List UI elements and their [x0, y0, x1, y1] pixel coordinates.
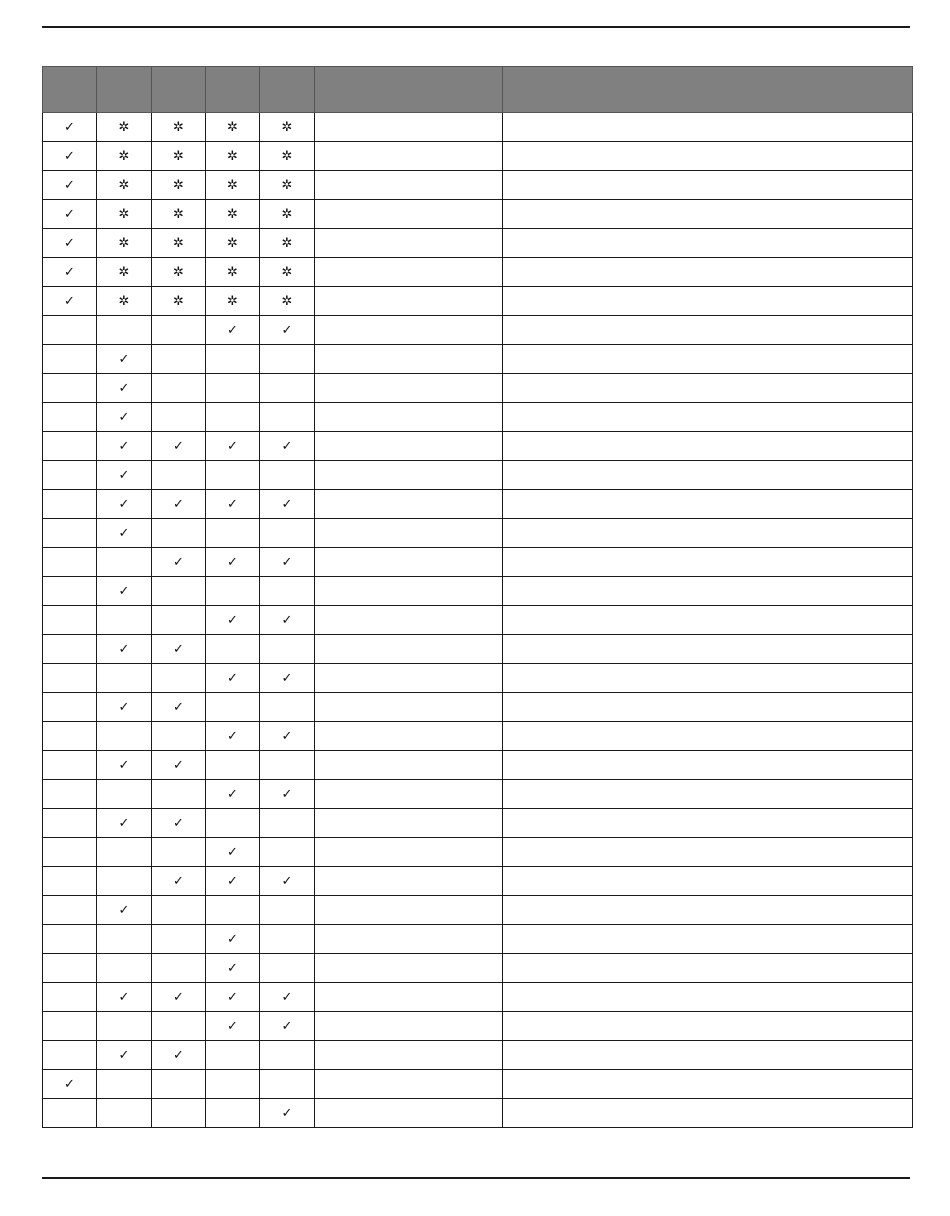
- checkmark-icon: ✓: [206, 548, 260, 577]
- checkmark-icon: ✓: [152, 867, 206, 896]
- table-row: [43, 954, 913, 983]
- empty-cell: [315, 664, 503, 693]
- empty-cell: [315, 722, 503, 751]
- table-row: [43, 983, 913, 1012]
- empty-cell: [206, 519, 260, 548]
- empty-cell: [260, 345, 315, 374]
- empty-cell: [315, 693, 503, 722]
- empty-cell: [503, 693, 913, 722]
- table-row: [43, 490, 913, 519]
- empty-cell: [206, 751, 260, 780]
- table-row: [43, 925, 913, 954]
- empty-cell: [315, 374, 503, 403]
- empty-cell: [260, 693, 315, 722]
- header-cell: [43, 67, 97, 113]
- empty-cell: [503, 1070, 913, 1099]
- checkmark-icon: ✓: [97, 693, 152, 722]
- asterisk-icon: ✲: [260, 171, 315, 200]
- empty-cell: [206, 403, 260, 432]
- asterisk-icon: ✲: [97, 171, 152, 200]
- checkmark-icon: ✓: [206, 722, 260, 751]
- empty-cell: [97, 548, 152, 577]
- empty-cell: [97, 925, 152, 954]
- empty-cell: [152, 461, 206, 490]
- empty-cell: [260, 751, 315, 780]
- empty-cell: [503, 867, 913, 896]
- checkmark-icon: ✓: [97, 983, 152, 1012]
- checkmark-icon: ✓: [152, 751, 206, 780]
- checkmark-icon: ✓: [43, 229, 97, 258]
- table-row: [43, 896, 913, 925]
- empty-cell: [315, 490, 503, 519]
- empty-cell: [503, 896, 913, 925]
- table-row: [43, 171, 913, 200]
- checkmark-icon: ✓: [260, 316, 315, 345]
- empty-cell: [503, 113, 913, 142]
- empty-cell: [152, 403, 206, 432]
- empty-cell: [503, 954, 913, 983]
- empty-cell: [503, 635, 913, 664]
- empty-cell: [315, 606, 503, 635]
- empty-cell: [43, 606, 97, 635]
- empty-cell: [152, 925, 206, 954]
- empty-cell: [152, 316, 206, 345]
- empty-cell: [43, 461, 97, 490]
- empty-cell: [152, 606, 206, 635]
- empty-cell: [43, 751, 97, 780]
- empty-cell: [315, 171, 503, 200]
- checkmark-icon: ✓: [43, 200, 97, 229]
- empty-cell: [206, 635, 260, 664]
- empty-cell: [43, 1012, 97, 1041]
- empty-cell: [260, 374, 315, 403]
- empty-cell: [206, 374, 260, 403]
- asterisk-icon: ✲: [152, 258, 206, 287]
- checkmark-icon: ✓: [260, 664, 315, 693]
- empty-cell: [503, 1099, 913, 1128]
- empty-cell: [97, 606, 152, 635]
- empty-cell: [315, 345, 503, 374]
- asterisk-icon: ✲: [206, 258, 260, 287]
- empty-cell: [315, 577, 503, 606]
- checkmark-icon: ✓: [152, 809, 206, 838]
- empty-cell: [43, 780, 97, 809]
- checkmark-icon: ✓: [97, 577, 152, 606]
- checkmark-icon: ✓: [260, 722, 315, 751]
- asterisk-icon: ✲: [206, 171, 260, 200]
- checkmark-icon: ✓: [43, 287, 97, 316]
- checkmark-icon: ✓: [43, 1070, 97, 1099]
- empty-cell: [43, 316, 97, 345]
- empty-cell: [260, 809, 315, 838]
- empty-cell: [43, 403, 97, 432]
- empty-cell: [503, 519, 913, 548]
- empty-cell: [97, 1070, 152, 1099]
- table-row: [43, 606, 913, 635]
- empty-cell: [152, 577, 206, 606]
- asterisk-icon: ✲: [152, 229, 206, 258]
- checkmark-icon: ✓: [206, 954, 260, 983]
- empty-cell: [503, 780, 913, 809]
- table-row: [43, 200, 913, 229]
- empty-cell: [43, 983, 97, 1012]
- empty-cell: [152, 1070, 206, 1099]
- empty-cell: [206, 809, 260, 838]
- empty-cell: [260, 519, 315, 548]
- empty-cell: [503, 809, 913, 838]
- header-cell: [97, 67, 152, 113]
- checkmark-icon: ✓: [97, 519, 152, 548]
- empty-cell: [43, 838, 97, 867]
- empty-cell: [315, 229, 503, 258]
- table-row: [43, 780, 913, 809]
- header-row: [43, 67, 913, 113]
- asterisk-icon: ✲: [206, 287, 260, 316]
- checkmark-icon: ✓: [97, 896, 152, 925]
- table-row: [43, 751, 913, 780]
- checkmark-icon: ✓: [206, 316, 260, 345]
- empty-cell: [503, 142, 913, 171]
- checkmark-icon: ✓: [43, 171, 97, 200]
- empty-cell: [97, 867, 152, 896]
- empty-cell: [43, 345, 97, 374]
- header-cell: [315, 67, 503, 113]
- table-row: [43, 693, 913, 722]
- empty-cell: [43, 635, 97, 664]
- checkmark-icon: ✓: [152, 490, 206, 519]
- empty-cell: [503, 722, 913, 751]
- empty-cell: [315, 983, 503, 1012]
- asterisk-icon: ✲: [97, 229, 152, 258]
- empty-cell: [503, 287, 913, 316]
- empty-cell: [43, 693, 97, 722]
- asterisk-icon: ✲: [206, 229, 260, 258]
- empty-cell: [315, 896, 503, 925]
- empty-cell: [152, 780, 206, 809]
- table-row: [43, 142, 913, 171]
- checkmark-icon: ✓: [152, 635, 206, 664]
- checkmark-icon: ✓: [260, 983, 315, 1012]
- bottom-rule: [42, 1177, 910, 1179]
- empty-cell: [315, 287, 503, 316]
- empty-cell: [315, 403, 503, 432]
- table-row: [43, 635, 913, 664]
- checkmark-icon: ✓: [97, 490, 152, 519]
- empty-cell: [315, 838, 503, 867]
- empty-cell: [315, 519, 503, 548]
- checkmark-icon: ✓: [260, 780, 315, 809]
- empty-cell: [503, 229, 913, 258]
- empty-cell: [315, 780, 503, 809]
- asterisk-icon: ✲: [260, 113, 315, 142]
- empty-cell: [43, 1099, 97, 1128]
- asterisk-icon: ✲: [206, 142, 260, 171]
- checkmark-icon: ✓: [97, 809, 152, 838]
- empty-cell: [503, 461, 913, 490]
- empty-cell: [503, 374, 913, 403]
- empty-cell: [315, 954, 503, 983]
- empty-cell: [260, 896, 315, 925]
- table-row: [43, 838, 913, 867]
- checkmark-icon: ✓: [97, 751, 152, 780]
- header-cell: [503, 67, 913, 113]
- asterisk-icon: ✲: [206, 113, 260, 142]
- empty-cell: [503, 838, 913, 867]
- empty-cell: [206, 461, 260, 490]
- checkmark-icon: ✓: [206, 983, 260, 1012]
- checkmark-icon: ✓: [260, 606, 315, 635]
- empty-cell: [43, 1041, 97, 1070]
- empty-cell: [43, 664, 97, 693]
- empty-cell: [152, 374, 206, 403]
- asterisk-icon: ✲: [97, 200, 152, 229]
- empty-cell: [315, 867, 503, 896]
- empty-cell: [97, 1099, 152, 1128]
- table-row: [43, 1099, 913, 1128]
- empty-cell: [97, 1012, 152, 1041]
- empty-cell: [97, 954, 152, 983]
- asterisk-icon: ✲: [152, 287, 206, 316]
- empty-cell: [152, 896, 206, 925]
- asterisk-icon: ✲: [152, 171, 206, 200]
- empty-cell: [97, 664, 152, 693]
- header-cell: [152, 67, 206, 113]
- empty-cell: [503, 258, 913, 287]
- empty-cell: [260, 954, 315, 983]
- empty-cell: [315, 258, 503, 287]
- table-row: [43, 229, 913, 258]
- empty-cell: [315, 316, 503, 345]
- checkmark-icon: ✓: [97, 461, 152, 490]
- empty-cell: [206, 1041, 260, 1070]
- empty-cell: [43, 722, 97, 751]
- checkmark-icon: ✓: [260, 548, 315, 577]
- empty-cell: [152, 345, 206, 374]
- empty-cell: [503, 345, 913, 374]
- table-row: [43, 1041, 913, 1070]
- empty-cell: [315, 113, 503, 142]
- checkmark-icon: ✓: [206, 490, 260, 519]
- empty-cell: [206, 577, 260, 606]
- empty-cell: [43, 896, 97, 925]
- checkmark-icon: ✓: [97, 635, 152, 664]
- empty-cell: [503, 983, 913, 1012]
- empty-cell: [503, 432, 913, 461]
- empty-cell: [503, 751, 913, 780]
- table-row: [43, 345, 913, 374]
- asterisk-icon: ✲: [152, 113, 206, 142]
- checkmark-icon: ✓: [206, 432, 260, 461]
- checkmark-icon: ✓: [97, 432, 152, 461]
- checkmark-icon: ✓: [206, 780, 260, 809]
- empty-cell: [260, 461, 315, 490]
- empty-cell: [260, 635, 315, 664]
- table-row: [43, 867, 913, 896]
- asterisk-icon: ✲: [152, 142, 206, 171]
- checkmark-icon: ✓: [260, 867, 315, 896]
- empty-cell: [43, 490, 97, 519]
- empty-cell: [260, 403, 315, 432]
- empty-cell: [152, 838, 206, 867]
- empty-cell: [315, 461, 503, 490]
- empty-cell: [43, 374, 97, 403]
- empty-cell: [315, 635, 503, 664]
- table-row: [43, 461, 913, 490]
- checkmark-icon: ✓: [152, 432, 206, 461]
- empty-cell: [152, 1099, 206, 1128]
- empty-cell: [206, 896, 260, 925]
- checkmark-icon: ✓: [43, 142, 97, 171]
- table-body: [43, 113, 913, 1128]
- asterisk-icon: ✲: [97, 142, 152, 171]
- empty-cell: [315, 432, 503, 461]
- empty-cell: [260, 925, 315, 954]
- empty-cell: [43, 519, 97, 548]
- empty-cell: [503, 1012, 913, 1041]
- table-row: [43, 722, 913, 751]
- header-cell: [260, 67, 315, 113]
- empty-cell: [503, 606, 913, 635]
- empty-cell: [503, 403, 913, 432]
- empty-cell: [503, 925, 913, 954]
- asterisk-icon: ✲: [97, 258, 152, 287]
- empty-cell: [503, 316, 913, 345]
- asterisk-icon: ✲: [97, 287, 152, 316]
- empty-cell: [260, 1070, 315, 1099]
- checkmark-icon: ✓: [152, 983, 206, 1012]
- empty-cell: [97, 780, 152, 809]
- checkmark-icon: ✓: [97, 403, 152, 432]
- empty-cell: [43, 867, 97, 896]
- asterisk-icon: ✲: [260, 229, 315, 258]
- checkmark-icon: ✓: [206, 867, 260, 896]
- empty-cell: [43, 925, 97, 954]
- asterisk-icon: ✲: [152, 200, 206, 229]
- empty-cell: [43, 954, 97, 983]
- checkmark-icon: ✓: [260, 1099, 315, 1128]
- checkmark-icon: ✓: [152, 693, 206, 722]
- asterisk-icon: ✲: [260, 287, 315, 316]
- header-cell: [206, 67, 260, 113]
- table-row: [43, 287, 913, 316]
- asterisk-icon: ✲: [206, 200, 260, 229]
- table-row: [43, 258, 913, 287]
- empty-cell: [503, 548, 913, 577]
- empty-cell: [97, 838, 152, 867]
- checkmark-icon: ✓: [260, 1012, 315, 1041]
- top-rule: [42, 26, 910, 28]
- empty-cell: [315, 809, 503, 838]
- empty-cell: [206, 1070, 260, 1099]
- empty-cell: [260, 838, 315, 867]
- empty-cell: [260, 577, 315, 606]
- empty-cell: [43, 548, 97, 577]
- empty-cell: [97, 316, 152, 345]
- empty-cell: [315, 142, 503, 171]
- empty-cell: [43, 577, 97, 606]
- empty-cell: [152, 1012, 206, 1041]
- checkmark-icon: ✓: [260, 432, 315, 461]
- table-row: [43, 1012, 913, 1041]
- table-row: [43, 519, 913, 548]
- checkmark-icon: ✓: [97, 374, 152, 403]
- empty-cell: [503, 490, 913, 519]
- empty-cell: [206, 693, 260, 722]
- asterisk-icon: ✲: [260, 142, 315, 171]
- empty-cell: [206, 345, 260, 374]
- table-row: [43, 374, 913, 403]
- checkmark-icon: ✓: [206, 664, 260, 693]
- table-row: [43, 403, 913, 432]
- empty-cell: [503, 200, 913, 229]
- empty-cell: [503, 1041, 913, 1070]
- checkmark-icon: ✓: [260, 490, 315, 519]
- checkmark-icon: ✓: [97, 345, 152, 374]
- empty-cell: [315, 1099, 503, 1128]
- checkmark-icon: ✓: [206, 925, 260, 954]
- empty-cell: [152, 954, 206, 983]
- empty-cell: [503, 664, 913, 693]
- empty-cell: [315, 200, 503, 229]
- empty-cell: [315, 925, 503, 954]
- checkmark-icon: ✓: [43, 113, 97, 142]
- asterisk-icon: ✲: [260, 258, 315, 287]
- checkmark-icon: ✓: [152, 1041, 206, 1070]
- empty-cell: [152, 664, 206, 693]
- empty-cell: [152, 519, 206, 548]
- table-row: [43, 113, 913, 142]
- empty-cell: [43, 432, 97, 461]
- table-row: [43, 432, 913, 461]
- table-row: [43, 664, 913, 693]
- empty-cell: [315, 1012, 503, 1041]
- empty-cell: [503, 171, 913, 200]
- checkmark-icon: ✓: [152, 548, 206, 577]
- checkmark-icon: ✓: [43, 258, 97, 287]
- empty-cell: [315, 548, 503, 577]
- checkmark-icon: ✓: [206, 1012, 260, 1041]
- table-row: [43, 1070, 913, 1099]
- empty-cell: [260, 1041, 315, 1070]
- table-row: [43, 577, 913, 606]
- empty-cell: [97, 722, 152, 751]
- table-row: [43, 548, 913, 577]
- empty-cell: [315, 751, 503, 780]
- empty-cell: [315, 1041, 503, 1070]
- table-row: [43, 809, 913, 838]
- empty-cell: [43, 809, 97, 838]
- empty-cell: [503, 577, 913, 606]
- checkmark-icon: ✓: [97, 1041, 152, 1070]
- checkmark-icon: ✓: [206, 838, 260, 867]
- asterisk-icon: ✲: [260, 200, 315, 229]
- empty-cell: [152, 722, 206, 751]
- compatibility-matrix-table: [42, 66, 913, 1128]
- asterisk-icon: ✲: [97, 113, 152, 142]
- table-row: [43, 316, 913, 345]
- empty-cell: [206, 1099, 260, 1128]
- empty-cell: [315, 1070, 503, 1099]
- checkmark-icon: ✓: [206, 606, 260, 635]
